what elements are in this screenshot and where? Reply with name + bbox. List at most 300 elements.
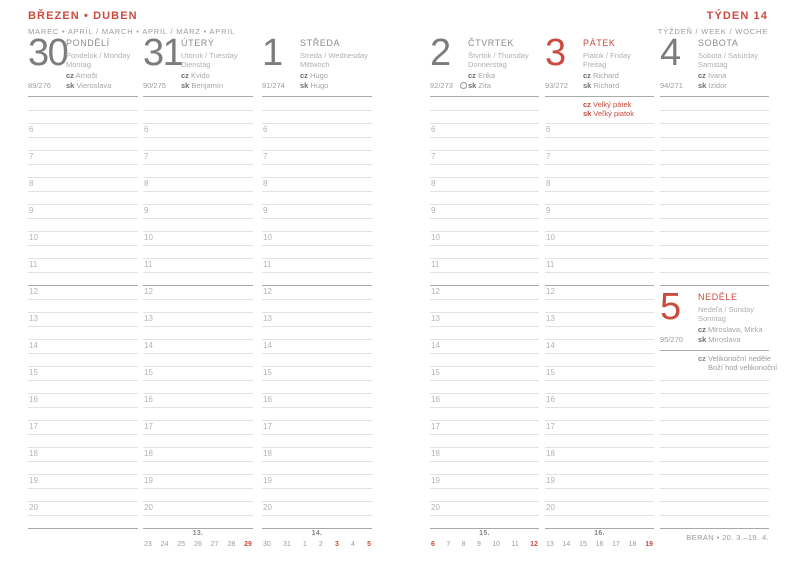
hour-line [545, 393, 654, 394]
hour-line [143, 474, 253, 475]
hour-label: 6 [144, 125, 149, 134]
hour-line [660, 150, 769, 151]
half-hour-line [545, 434, 654, 435]
hour-label: 19 [546, 476, 555, 485]
hour-label: 11 [144, 260, 153, 269]
day-lang-line-2: Montag [66, 60, 92, 69]
hour-line [545, 177, 654, 178]
mini-calendar-date: 11 [511, 541, 519, 548]
name-day-cz [698, 71, 726, 80]
hour-label: 11 [431, 260, 440, 269]
hour-label: 20 [546, 503, 555, 512]
sk-name: Izidor [706, 80, 727, 90]
half-hour-line [143, 407, 253, 408]
hour-line [28, 501, 138, 502]
hour-line [28, 339, 138, 340]
half-hour-line [262, 407, 372, 408]
column-end-line [545, 528, 654, 529]
day-column [657, 0, 778, 568]
hour-line [262, 501, 372, 502]
hour-line [660, 204, 769, 205]
mini-calendar-date: 16 [595, 541, 604, 548]
hour-line [262, 204, 372, 205]
half-hour-line [28, 272, 138, 273]
hour-label: 18 [144, 449, 153, 458]
sk-name: Miroslava [706, 334, 741, 344]
hour-line [545, 231, 654, 232]
half-hour-line [430, 245, 539, 246]
name-day-sk [300, 81, 328, 90]
half-hour-line [262, 245, 372, 246]
half-hour-line [660, 218, 769, 219]
hour-label: 6 [431, 125, 436, 134]
header-separator [660, 350, 769, 351]
mini-calendar-week-label: 13. [192, 530, 204, 537]
half-hour-line [430, 299, 539, 300]
mini-calendar-date: 4 [351, 541, 355, 548]
mini-calendar-dates [430, 541, 539, 548]
half-hour-line [262, 218, 372, 219]
hour-line [545, 501, 654, 502]
mini-calendar-date: 28 [227, 541, 236, 548]
cz-name: Miroslava, Mirka [705, 325, 763, 334]
hour-line [262, 447, 372, 448]
hour-line [545, 123, 654, 124]
hour-line [660, 231, 769, 232]
half-hour-line [430, 191, 539, 192]
day-of-year: 93/272 [545, 80, 568, 90]
half-hour-line [545, 515, 654, 516]
column-end-line [262, 528, 372, 529]
half-hour-line [545, 407, 654, 408]
hour-line [28, 366, 138, 367]
hour-label: 11 [263, 260, 272, 269]
half-hour-line [660, 461, 769, 462]
day-number: 30 [28, 32, 68, 74]
day-column [545, 0, 654, 568]
half-hour-line [660, 407, 769, 408]
name-day-sk [66, 81, 111, 90]
half-hour-line [28, 434, 138, 435]
noon-line [28, 285, 138, 286]
hour-line [545, 258, 654, 259]
half-hour-line [545, 353, 654, 354]
half-hour-line [430, 515, 539, 516]
half-hour-line [262, 434, 372, 435]
hour-line [430, 123, 539, 124]
hour-line [545, 420, 654, 421]
hour-label: 9 [546, 206, 551, 215]
half-hour-line [143, 272, 253, 273]
column-end-line [430, 528, 539, 529]
hour-label: 11 [546, 260, 555, 269]
mini-calendar-date: 8 [461, 541, 466, 548]
full-moon-icon [460, 82, 467, 89]
hour-label: 20 [144, 503, 153, 512]
hour-line [143, 420, 253, 421]
mini-calendar-date: 29 [244, 541, 252, 548]
half-hour-line [545, 461, 654, 462]
mini-calendar-dates [262, 541, 372, 548]
hour-label: 20 [431, 503, 440, 512]
mini-calendar-date: 14 [562, 541, 571, 548]
cz-prefix: cz [468, 71, 476, 80]
day-of-year: 89/276 [28, 80, 51, 90]
hour-line [545, 150, 654, 151]
hour-line [545, 204, 654, 205]
half-hour-line [262, 299, 372, 300]
hour-label: 12 [29, 287, 38, 296]
hour-line [430, 447, 539, 448]
half-hour-line [660, 191, 769, 192]
day-column [28, 0, 138, 568]
name-day-cz [181, 71, 210, 80]
hour-line [545, 312, 654, 313]
hour-label: 10 [431, 233, 440, 242]
hour-label: 8 [431, 179, 436, 188]
day-name: SOBOTA [698, 38, 739, 48]
sk-prefix: sk [300, 80, 309, 90]
mini-calendar-date: 3 [334, 541, 339, 548]
cz-prefix: cz [698, 325, 706, 334]
day-lang-line-1: Štvrtok / Thursday [468, 51, 529, 60]
hour-line [262, 231, 372, 232]
mini-calendar-date: 15 [579, 541, 587, 548]
half-hour-line [28, 164, 138, 165]
half-hour-line [28, 218, 138, 219]
holiday-note [583, 109, 634, 118]
half-hour-line [28, 407, 138, 408]
hour-line [262, 258, 372, 259]
half-hour-line [143, 245, 253, 246]
hour-label: 8 [144, 179, 149, 188]
sk-prefix: sk [66, 80, 75, 90]
half-hour-line [143, 218, 253, 219]
half-hour-line [430, 137, 539, 138]
hour-label: 16 [29, 395, 38, 404]
hour-label: 9 [263, 206, 268, 215]
mini-calendar [545, 530, 654, 548]
day-lang-line-1: Streda / Wednesday [300, 51, 368, 60]
hour-line [660, 474, 769, 475]
hour-label: 15 [263, 368, 272, 377]
hour-label: 10 [263, 233, 272, 242]
hour-label: 16 [144, 395, 153, 404]
half-hour-line [545, 272, 654, 273]
hour-line [143, 312, 253, 313]
cz-name: Kvido [188, 71, 210, 80]
half-hour-line [545, 380, 654, 381]
half-hour-line [143, 434, 253, 435]
hour-line [143, 393, 253, 394]
hour-line [28, 312, 138, 313]
half-hour-line [430, 380, 539, 381]
hour-label: 6 [29, 125, 34, 134]
hour-line [430, 420, 539, 421]
hour-label: 8 [263, 179, 268, 188]
half-hour-line [660, 137, 769, 138]
hour-label: 20 [263, 503, 272, 512]
month-title: BŘEZEN • DUBEN [28, 10, 138, 22]
day-number: 4 [660, 32, 680, 74]
holiday-prefix: cz [698, 353, 706, 363]
hour-label: 18 [29, 449, 38, 458]
mini-calendar-date: 7 [446, 541, 451, 548]
day-column [430, 0, 539, 568]
mini-calendar [143, 530, 253, 548]
hour-label: 8 [546, 179, 551, 188]
hour-label: 12 [263, 287, 272, 296]
half-hour-line [143, 191, 253, 192]
half-hour-line [28, 380, 138, 381]
sk-name: Vieroslava [74, 80, 112, 90]
column-end-line [143, 528, 253, 529]
hour-label: 18 [263, 449, 272, 458]
name-day-sk [181, 81, 223, 90]
half-hour-line [660, 515, 769, 516]
mini-calendar-date: 19 [645, 541, 653, 548]
hour-line [660, 501, 769, 502]
half-hour-line [660, 488, 769, 489]
half-hour-line [143, 299, 253, 300]
hour-label: 15 [144, 368, 153, 377]
hour-label: 17 [29, 422, 38, 431]
cz-prefix: cz [583, 71, 591, 80]
hour-line [430, 366, 539, 367]
week-title: TÝDEN 14 [706, 10, 768, 22]
mini-calendar-date: 1 [302, 541, 307, 548]
mini-calendar [262, 530, 372, 548]
hour-line [660, 258, 769, 259]
sk-name: Benjamín [189, 80, 224, 90]
hour-line [143, 339, 253, 340]
day-name: STŘEDA [300, 38, 341, 48]
hour-line [545, 447, 654, 448]
half-hour-line [143, 110, 253, 111]
hour-label: 16 [263, 395, 272, 404]
holiday-text: Velikonoční neděle [705, 353, 771, 363]
holiday-text: Veľký piatok [591, 108, 634, 118]
hour-label: 15 [546, 368, 555, 377]
hour-line [430, 339, 539, 340]
sk-name: Hugo [308, 80, 329, 90]
half-hour-line [262, 380, 372, 381]
half-hour-line [262, 272, 372, 273]
mini-calendar-date: 18 [628, 541, 637, 548]
hour-label: 18 [546, 449, 555, 458]
header-separator [545, 96, 654, 97]
half-hour-line [660, 164, 769, 165]
hour-line [660, 447, 769, 448]
day-lang-line-1: Piatok / Friday [583, 51, 631, 60]
cz-name: Ivana [705, 71, 727, 80]
mini-calendar-date: 5 [367, 541, 371, 548]
day-name: PONDĚLÍ [66, 38, 110, 48]
hour-label: 15 [431, 368, 440, 377]
hour-line [430, 501, 539, 502]
half-hour-line [660, 272, 769, 273]
hour-line [28, 204, 138, 205]
hour-label: 13 [431, 314, 440, 323]
hour-line [262, 366, 372, 367]
hour-label: 8 [29, 179, 34, 188]
half-hour-line [430, 110, 539, 111]
hour-label: 17 [144, 422, 153, 431]
hour-line [28, 420, 138, 421]
name-day-sk [698, 335, 741, 344]
half-hour-line [28, 515, 138, 516]
half-hour-line [545, 218, 654, 219]
mini-calendar-date: 25 [177, 541, 186, 548]
cz-prefix: cz [698, 71, 706, 80]
sk-name: Zita [476, 80, 491, 90]
hour-label: 20 [29, 503, 38, 512]
hour-line [545, 339, 654, 340]
day-name: PÁTEK [583, 38, 616, 48]
hour-label: 12 [431, 287, 440, 296]
hour-label: 9 [144, 206, 149, 215]
holiday-text: Velký pátek [590, 99, 632, 109]
half-hour-line [143, 461, 253, 462]
hour-label: 9 [431, 206, 436, 215]
day-of-year: 92/273 [430, 80, 453, 90]
name-day-sk [468, 81, 491, 90]
day-of-year: 94/271 [660, 80, 683, 90]
half-hour-line [143, 164, 253, 165]
half-hour-line [262, 488, 372, 489]
hour-label: 19 [263, 476, 272, 485]
hour-line [430, 393, 539, 394]
holiday-text: Boží hod velikonoční [708, 362, 778, 372]
hour-label: 14 [29, 341, 38, 350]
hour-line [143, 447, 253, 448]
hour-line [143, 231, 253, 232]
half-hour-line [545, 164, 654, 165]
day-lang-line-2: Freitag [583, 60, 607, 69]
hour-label: 14 [546, 341, 555, 350]
mini-calendar-date: 9 [476, 541, 481, 548]
hour-label: 13 [263, 314, 272, 323]
cz-prefix: cz [181, 71, 189, 80]
hour-line [430, 204, 539, 205]
holiday-note [583, 100, 631, 109]
half-hour-line [262, 326, 372, 327]
hour-line [262, 177, 372, 178]
half-hour-line [545, 299, 654, 300]
day-lang-line-1: Pondelok / Monday [66, 51, 131, 60]
noon-line [545, 285, 654, 286]
hour-label: 12 [144, 287, 153, 296]
day-number: 2 [430, 32, 450, 74]
half-hour-line [545, 326, 654, 327]
hour-label: 7 [29, 152, 34, 161]
half-hour-line [28, 299, 138, 300]
mini-calendar [430, 530, 539, 548]
mini-calendar-dates [143, 541, 253, 548]
half-hour-line [28, 191, 138, 192]
hour-label: 17 [546, 422, 555, 431]
hour-label: 7 [144, 152, 149, 161]
hour-line [262, 393, 372, 394]
hour-line [660, 177, 769, 178]
name-day-cz [66, 71, 97, 80]
mini-calendar-date: 12 [530, 541, 538, 548]
half-hour-line [430, 461, 539, 462]
day-lang-line-1: Utorok / Tuesday [181, 51, 238, 60]
hour-label: 10 [546, 233, 555, 242]
day-lang-line-1: Nedeľa / Sunday [698, 305, 754, 314]
day-of-year: 90/275 [143, 80, 166, 90]
cz-name: Erika [475, 71, 496, 80]
week-subtitle: TÝŽDEŇ / WEEK / WOCHE [657, 27, 768, 36]
half-hour-line [660, 245, 769, 246]
hour-line [28, 474, 138, 475]
hour-line [143, 177, 253, 178]
hour-label: 16 [546, 395, 555, 404]
half-hour-line [545, 245, 654, 246]
hour-label: 19 [431, 476, 440, 485]
hour-label: 15 [29, 368, 38, 377]
cz-name: Arnošt [73, 71, 98, 80]
mini-calendar-date: 2 [318, 541, 323, 548]
day-name: ČTVRTEK [468, 38, 515, 48]
sk-prefix: sk [698, 80, 707, 90]
sk-prefix: sk [181, 80, 190, 90]
hour-label: 7 [263, 152, 268, 161]
day-of-year: 95/270 [660, 334, 683, 344]
half-hour-line [430, 434, 539, 435]
hour-label: 6 [546, 125, 551, 134]
half-hour-line [262, 164, 372, 165]
hour-line [262, 339, 372, 340]
hour-line [660, 420, 769, 421]
half-hour-line [262, 191, 372, 192]
name-day-cz [468, 71, 495, 80]
hour-label: 10 [29, 233, 38, 242]
hour-label: 11 [29, 260, 38, 269]
holiday-note [698, 354, 771, 363]
hour-label: 14 [431, 341, 440, 350]
half-hour-line [430, 218, 539, 219]
half-hour-line [262, 137, 372, 138]
name-day-cz [698, 325, 763, 334]
hour-line [28, 258, 138, 259]
day-lang-line-2: Mittwoch [300, 60, 330, 69]
half-hour-line [143, 515, 253, 516]
noon-line [262, 285, 372, 286]
half-hour-line [262, 110, 372, 111]
hour-line [28, 231, 138, 232]
half-hour-line [545, 137, 654, 138]
half-hour-line [660, 380, 769, 381]
hour-label: 12 [546, 287, 555, 296]
hour-line [143, 501, 253, 502]
half-hour-line [28, 245, 138, 246]
day-number: 1 [262, 32, 282, 74]
mini-calendar-date: 27 [210, 541, 219, 548]
day-column [143, 0, 253, 568]
mini-calendar-date: 23 [144, 541, 152, 548]
hour-line [143, 204, 253, 205]
half-hour-line [660, 110, 769, 111]
half-hour-line [430, 164, 539, 165]
header-separator [660, 96, 769, 97]
half-hour-line [28, 137, 138, 138]
month-subtitle: MAREC • APRÍL / MARCH • APRIL / MÄRZ • APRIL [28, 27, 236, 36]
mini-calendar-week-label: 14. [311, 530, 323, 537]
hour-line [262, 123, 372, 124]
noon-line [143, 285, 253, 286]
